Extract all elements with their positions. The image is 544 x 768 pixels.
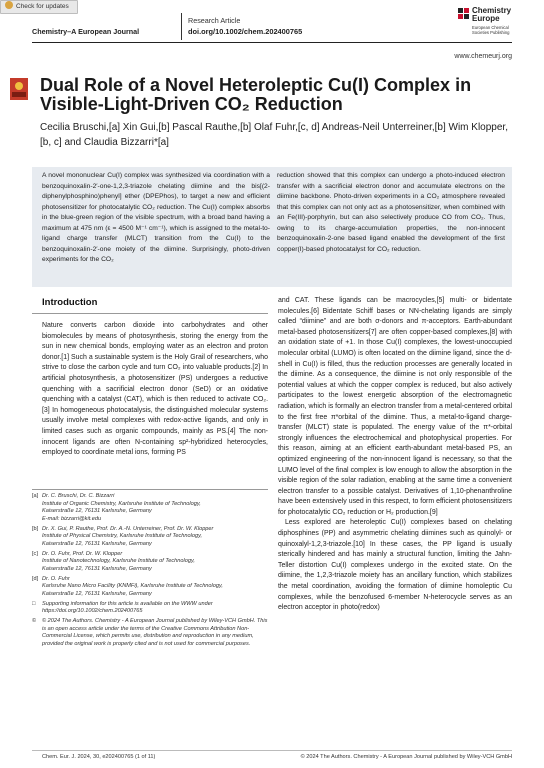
footer-rule <box>32 750 512 751</box>
footnote-label: [d] <box>32 575 39 582</box>
footnote-a <box>32 493 268 524</box>
article-type: Research Article <box>188 16 241 25</box>
footnote-text[interactable]: Supporting information for this article is available on the WWW under https://doi.org/10.1002/chem.202400765 <box>42 600 213 615</box>
updates-label: Check for updates <box>16 3 69 10</box>
footnote-text: Dr. X. Gui, P. Rauthe, Prof. Dr. A.-N. Unterreiner, Prof. Dr. W. Klopper Institute of Physical Chemistry, Karlsruhe Institute of Technology, Kaiserstraße 12, 76131 Karlsruhe, Germany <box>42 525 214 547</box>
logo-line-3: European Chemical Societies Publishing <box>472 25 510 35</box>
abstract-column-2: reduction showed that this complex can undergo a photo-induced electron transfer with a sacrificial electron donor and accumulate electrons on the diimine backbone. Photo-driven experiments in a CO₂ atmosphere revealed that this complex can not only act as a photosensitizer, when combined with an Fe(III)-porphyrin, but can also selectively produce CO from CO₂. Thus, owing to its charge-accumulation properties, the non-innocent benzoquinoxalin-2-one based ligand enabled the development of the first copper(I)-based photocatalyst for CO₂ reduction. <box>277 172 505 253</box>
author-list: Cecilia Bruschi,[a] Xin Gui,[b] Pascal Rauthe,[b] Olaf Fuhr,[c, d] Andreas-Neil Unterreiner,[b] Wim Klopper,[b, c] and Claudia Bizzarri*[a] <box>40 122 508 148</box>
article-title: Dual Role of a Novel Heteroleptic Cu(I) Complex in Visible-Light-Driven CO₂ Reduction <box>40 75 472 114</box>
header-rule <box>32 42 512 43</box>
footnote-label: [c] <box>32 550 38 557</box>
footnote-text: Dr. O. Fuhr, Prof. Dr. W. Klopper Institute of Nanotechnology, Karlsruhe Institute of Technology, Kaiserstraße 12, 76131 Karlsruhe, Germany <box>42 550 195 572</box>
license-icon: © <box>32 617 37 624</box>
section-rule <box>32 313 268 314</box>
chemistry-europe-logo[interactable] <box>458 6 518 40</box>
abstract-column-1: A novel mononuclear Cu(I) complex was synthesized via coordination with a benzoquinoxalin-2′-one-1,2,3-triazole chelating diimine and the bis[(2-diphenylphosphino)phenyl] ether (DPEPhos), to target a new and efficient photosensitizer for photocatalytic CO₂ reduction. The Cu(I) complex absorbs in the blue-green region of the visible spectrum, with a broad band having a maximum at 475 nm (ε = 4500 M⁻¹ cm⁻¹), which is assigned to the metal-to-ligand charge transfer (MLCT) transition from the Cu(I) to the benzoquinoxalin-2′-one moiety of the diimine. Surprisingly, photo-driven experiments for the CO₂ <box>42 172 270 263</box>
footer-citation: Chem. Eur. J. 2024, 30, e202400765 (1 of 11) <box>42 754 156 760</box>
footnote-c <box>32 551 268 574</box>
journal-name: Chemistry–A European Journal <box>32 27 140 36</box>
supporting-info-icon: □ <box>32 600 36 607</box>
doi-link[interactable]: doi.org/10.1002/chem.202400765 <box>188 27 303 36</box>
header-separator <box>181 13 182 40</box>
logo-line-2: Europe <box>472 14 500 23</box>
check-for-updates-badge[interactable] <box>0 0 78 14</box>
body-column-2: and CAT. These ligands can be macrocycles,[5] multi- or bidentate molecules.[6] Bidentate Schiff bases or NN-chelating ligands are simply called “diimine” and are both σ-donors and π-acceptors. Earth-abundant metal-based photosensitizers[7] are often copper-based complexes,[8] with an oxidation state of +1. In those Cu(I) complexes, the lowest-unoccupied molecular orbital (LUMO) is often located on the diimine ligand, since the d-shell in Cu(I) is filled, thus the reduction processes are generally located in the diimine. As a consequence, the diimine is not only responsible of the potential values at which the copper complex is reduced, but also actively participates to the lowest energetic absorption of the electromagnetic radiation, which is formally an electron transfer from a metal-centered orbital to the first free π*orbital of the diimine. Thus, a metal-to-ligand charge-transfer (MLCT) state is populated. The energy value of the π*-orbital strongly influences the electrochemical and photophysical properties. For this reason, aiming at an efficient earth-abundant metal-based PS, an optimized engineering of the non-innocent ligand is necessary, so that the LUMO level of the final complex is low enough to allow the absorption in the visible region of the solar radiation, enabling at the same time a convenient electron transfer to a possible catalyst. Derivatives of 1,10-phenanthroline have been extensively used in this respect, to form efficient photosensitizers for photocatalytic CO₂ reduction or H₂ production.[9] Less explored are heteroleptic Cu(I) complexes based on chelating diphosphines (PP) and asymmetric chelating diimines such as quinolyl- or quinoxalyl-1,2,3-triazole.[10] In these cases, the PP ligand is usually sterically hindered and has mainly a structural function, limiting the Jahn-Teller distortion Cu(I) complexes undergo in the excited state. On the diimine, the 1,2,3-triazole moiety has an ancillary function, which stabilizes the metal coordination, avoiding the formation of diimine homoleptic Cu complexes, while the benzofused 6-member N-heterocycle serves as an electron acceptor in photo(redox) <box>278 297 512 612</box>
footnote-label: [a] <box>32 493 39 499</box>
updates-icon <box>5 1 13 9</box>
chemistry-europe-logo-icon <box>458 8 470 20</box>
footnote-text: © 2024 The Authors. Chemistry - A European Journal published by Wiley-VCH GmbH. This is an open access article under the terms of the Creative Commons Attribution Non-Commercial License, which permits use, distribution and reproduction in any medium, provided the original work is properly cited and is not used for commercial purposes. <box>42 617 268 647</box>
supporting-info-note <box>32 601 268 616</box>
license-note <box>32 618 268 649</box>
affiliation-footnotes <box>32 493 268 648</box>
journal-url[interactable]: www.chemeurj.org <box>454 53 512 60</box>
footnote-text: Dr. C. Bruschi, Dr. C. Bizzarri Institute of Organic Chemistry, Karlsruhe Institute of Technology, Kaiserstraße 12, 76131 Karlsruhe, Germany E-mail: bizzarri@kit.edu <box>42 493 201 522</box>
footnote-text: Dr. O. Fuhr Karlsruhe Nano Micro Facility (KNMFi), Karlsruhe Institute of Technology, Kaiserstraße 12, 76131 Karlsruhe, Germany <box>42 575 223 597</box>
footnote-d <box>32 576 268 599</box>
footer-copyright: © 2024 The Authors. Chemistry - A European Journal published by Wiley-VCH GmbH <box>300 754 512 760</box>
footnote-label: [b] <box>32 525 39 532</box>
footnote-rule <box>32 489 268 490</box>
logo-line-1: Chemistry <box>472 6 512 15</box>
toc-graphic-icon <box>10 78 28 100</box>
section-heading-introduction: Introduction <box>42 297 98 308</box>
footnote-b <box>32 526 268 549</box>
body-column-1: Nature converts carbon dioxide into carbohydrates and other biomolecules by means of photosynthesis, storing the energy from the sun in new chemical bonds, employing water as an electron and proton donor.[1] Such a sustainable system is the Holy Grail of researchers, who strive to close the carbon cycle and turn CO₂ into valuable products.[2] In artificial photosynthesis, a photosensitizer (PS) undergoes a reductive quenching with a sacrificial electron donor (SeD) or an oxidative quenching with a catalyst (CAT), which is then reduced to activate CO₂.[3] In homogeneous photocatalysis, the distinguished molecular systems usually involve metal complexes with redox-active ligands, and only in limited cases such as organic compounds, mainly as PS.[4] The non-innocent ligands are often N-containing sp²-hybridized heterocycles, employed to coordinate metal ions, forming PS <box>42 322 268 457</box>
